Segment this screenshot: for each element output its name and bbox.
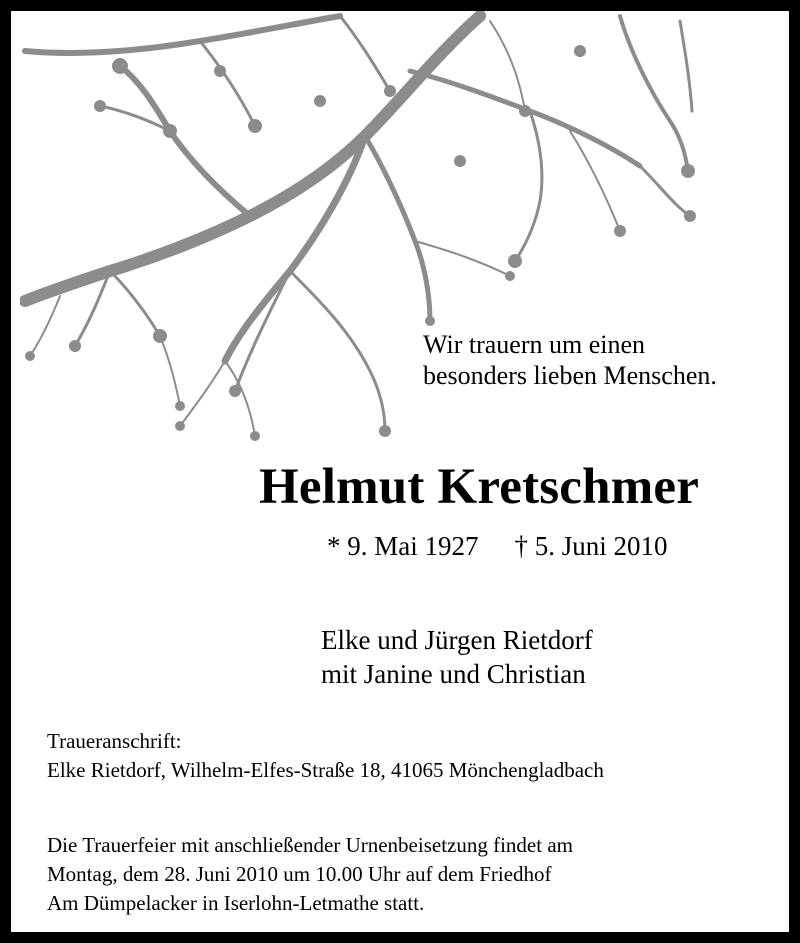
ceremony-info	[47, 831, 573, 918]
tagline-line: besonders lieben Menschen.	[423, 361, 717, 390]
mourning-address	[47, 727, 604, 785]
address-text: Elke Rietdorf, Wilhelm-Elfes-Straße 18, 41065 Mönchengladbach	[47, 758, 604, 782]
tagline-line: Wir trauern um einen	[423, 330, 646, 359]
ceremony-line: Montag, dem 28. Juni 2010 um 10.00 Uhr auf dem Friedhof	[47, 862, 552, 886]
tagline	[423, 329, 717, 391]
ceremony-line: Am Dümpelacker in Iserlohn-Letmathe statt.	[47, 891, 425, 915]
birth-date: * 9. Mai 1927	[327, 531, 479, 561]
ceremony-line: Die Trauerfeier mit anschließender Urnenbeisetzung findet am	[47, 833, 573, 857]
deceased-name: Helmut Kretschmer	[259, 459, 700, 515]
mourners-line: mit Janine und Christian	[321, 659, 586, 689]
life-dates	[327, 529, 668, 563]
address-label: Traueranschrift:	[47, 729, 182, 753]
mourners-line: Elke und Jürgen Rietdorf	[321, 625, 593, 655]
death-date: † 5. Juni 2010	[514, 531, 668, 561]
mourners	[321, 623, 593, 691]
